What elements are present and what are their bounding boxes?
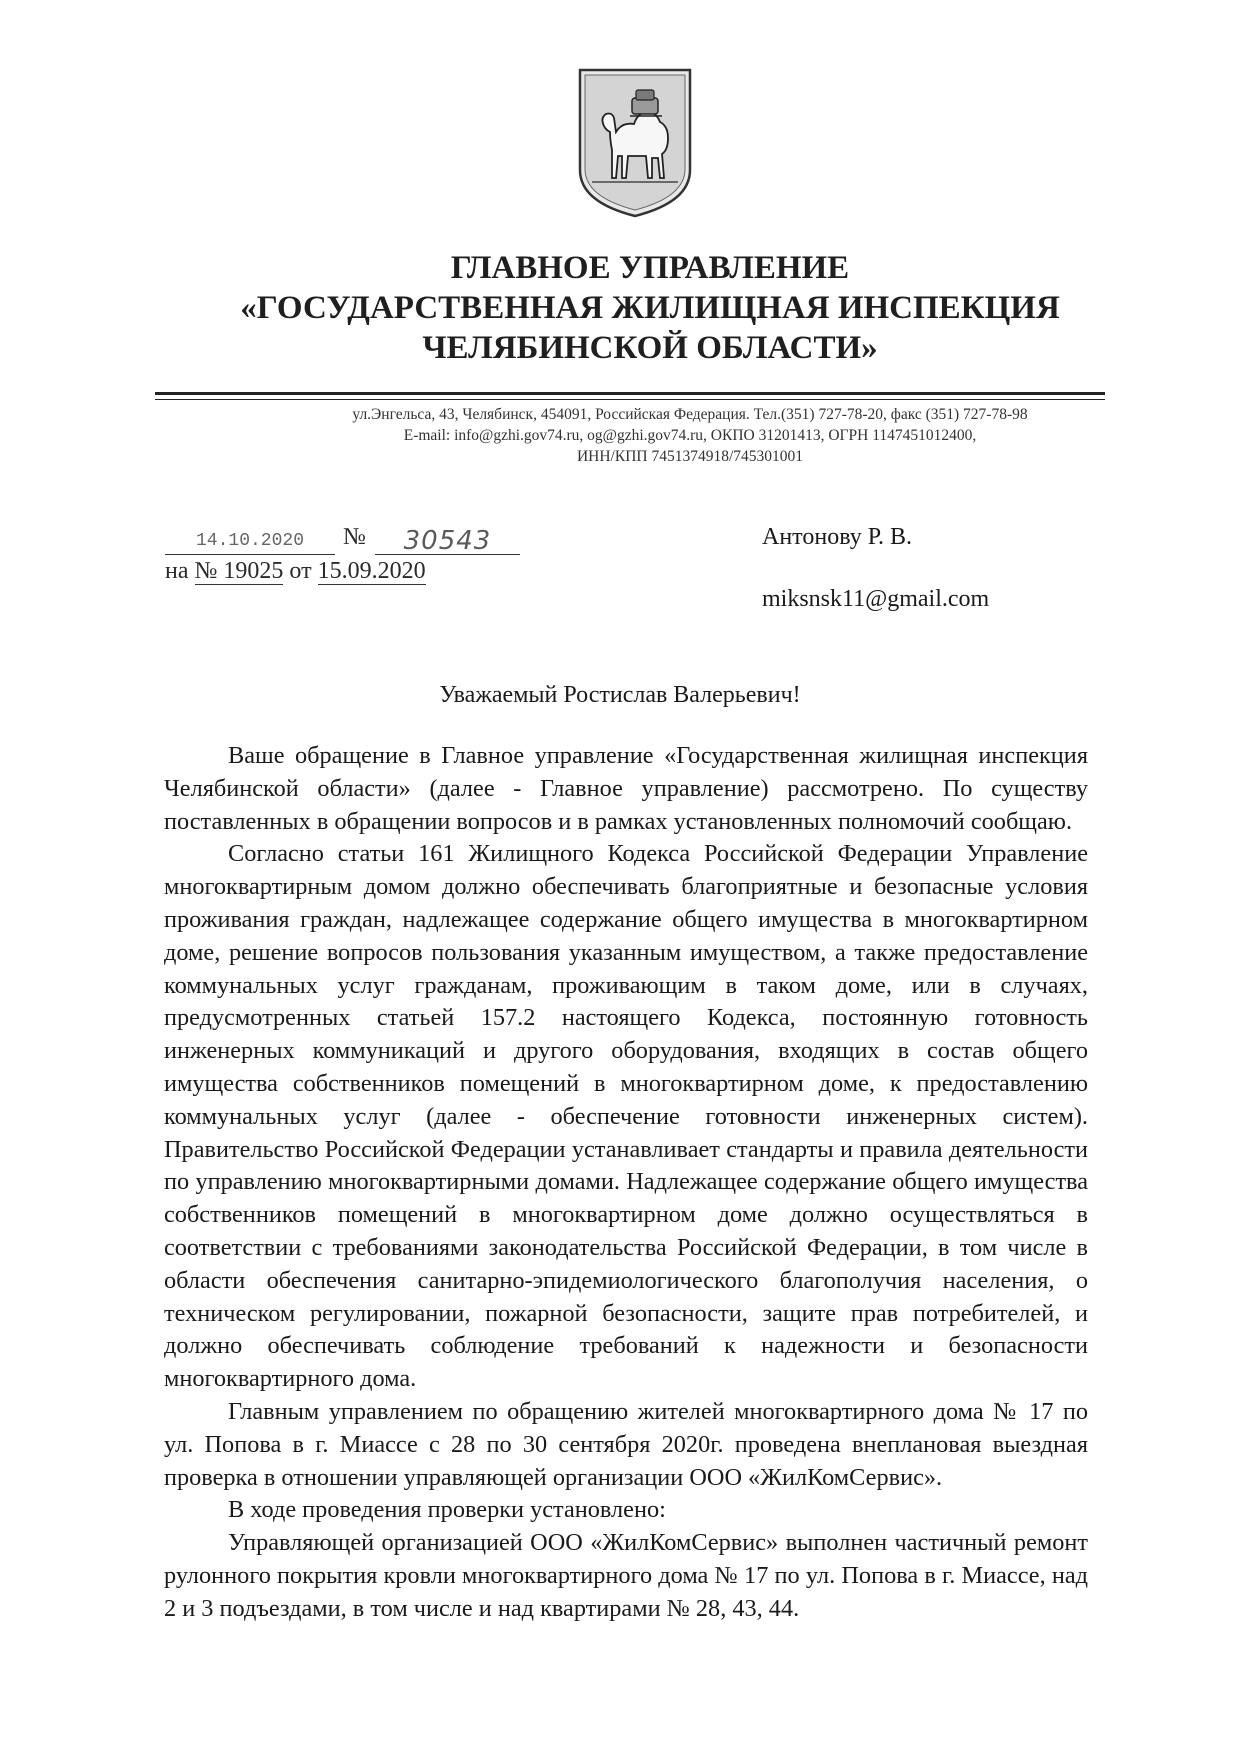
paragraph-4: В ходе проведения проверки установлено: — [228, 1496, 666, 1524]
contact-tax-line: ИНН/КПП 7451374918/745301001 — [576, 448, 804, 465]
title-line-1: ГЛАВНОЕ УПРАВЛЕНИЕ — [450, 250, 850, 286]
camel-coat-of-arms-icon — [576, 66, 694, 218]
reply-number-label: № — [194, 558, 218, 584]
contact-address-line: ул.Энгельса, 43, Челябинск, 454091, Российская Федерация. Тел.(351) 727-78-20, факс (351) 727-78-98 — [352, 406, 1028, 423]
reply-date-prefix: от — [289, 558, 312, 584]
header-divider-thin — [155, 399, 1105, 400]
salutation: Уважаемый Ростислав Валерьевич! — [439, 682, 801, 708]
contact-block — [260, 404, 1120, 467]
paragraph-1: Ваше обращение в Главное управление «Государственная жилищная инспекция Челябинской области» (далее - Главное управление) рассмотрено. По существу поставленных в обращении вопросов и в рамках установленных полномочий сообщаю. — [164, 742, 1088, 835]
title-line-3: ЧЕЛЯБИНСКОЙ ОБЛАСТИ» — [422, 330, 878, 366]
title-line-2: «ГОСУДАРСТВЕННАЯ ЖИЛИЩНАЯ ИНСПЕКЦИЯ — [240, 290, 1060, 326]
addressee-name: Антонову Р. В. — [762, 524, 913, 550]
addressee-email: miksnsk11@gmail.com — [762, 586, 990, 612]
contact-email-line: E-mail: info@gzhi.gov74.ru, og@gzhi.gov74.ru, ОКПО 31201413, ОГРН 1147451012400, — [403, 427, 977, 444]
reply-number: 19025 — [223, 558, 284, 584]
header-divider-thick — [155, 392, 1105, 395]
paragraph-2: Согласно статьи 161 Жилищного Кодекса Российской Федерации Управление многоквартирным домом должно обеспечивать благоприятные и безопасные условия проживания граждан, надлежащее содержание общего имущества в многоквартирном доме, решение вопросов пользования указанным имуществом, а также предоставление коммунальных услуг гражданам, проживающим в таком доме, или в случаях, предусмотренных статьей 157.2 настоящего Кодекса, постоянную готовность инженерных коммуникаций и другого оборудования, входящих в состав общего имущества собственников помещений в многоквартирном доме, к предоставлению коммунальных услуг (далее - обеспечение готовности инженерных систем). Правительство Российской Федерации устанавливает стандарты и правила деятельности по управлению многоквартирными домами. Надлежащее содержание общего имущества собственников помещений в многоквартирном доме должно осуществляться в соответствии с требованиями законодательства Российской Федерации, в том числе в области обеспечения санитарно-эпидемиологического благополучия населения, о техническом регулировании, пожарной безопасности, защите прав потребителей, и должно обеспечивать соблюдение требований к надежности и безопасности многоквартирного дома. — [164, 840, 1088, 1393]
in-reply-to — [165, 558, 426, 585]
letter-body — [164, 740, 1088, 1626]
reply-prefix: на — [165, 558, 189, 584]
outgoing-date: 14.10.2020 — [165, 528, 335, 555]
outgoing-number: 30543 — [375, 528, 520, 555]
paragraph-5: Управляющей организацией ООО «ЖилКомСервис» выполнен частичный ремонт рулонного покрытия кровли многоквартирного дома № 17 по ул. Попова в г. Миассе, над 2 и 3 подъездами, в том числе и над квартирами № 28, 43, 44. — [164, 1529, 1088, 1622]
reply-date: 15.09.2020 — [317, 558, 426, 584]
outgoing-number-label: № — [343, 524, 366, 550]
paragraph-3: Главным управлением по обращению жителей многоквартирного дома № 17 по ул. Попова в г. Миассе с 28 по 30 сентября 2020г. проведена внеплановая выездная проверка в отношении управляющей организации ООО «ЖилКомСервис». — [164, 1397, 1088, 1491]
